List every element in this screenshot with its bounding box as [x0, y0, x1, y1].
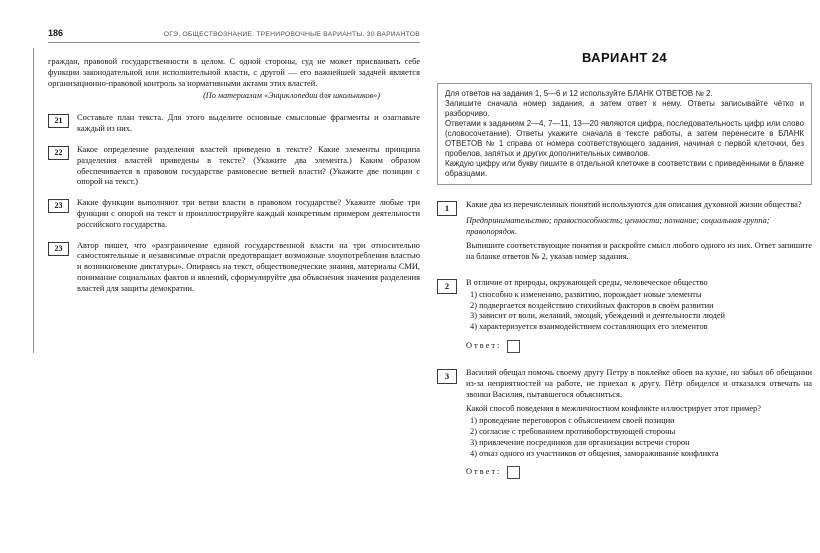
right-page: [437, 50, 812, 479]
question-item: [437, 200, 812, 263]
answer-label: Ответ:: [466, 467, 502, 477]
answer-row: [466, 340, 812, 353]
answer-box: [507, 466, 520, 479]
task-number-box: 22: [48, 146, 69, 160]
options-list: [466, 290, 812, 333]
question-note: Выпишите соответствующие понятия и раскройте смысл любого одного из них. Ответ запишите на бланке ответов № 2, указав номер задания.: [466, 241, 812, 262]
task-text: Составьте план текста. Для этого выделите основные смысловые фрагменты и озаглавьте каждый из них.: [77, 113, 420, 134]
question-body: [466, 200, 812, 263]
terms-list: Предпринимательство; правоспособность; ценности; познание; социальная группа; правопорядок.: [466, 215, 770, 236]
running-title: ОГЭ. ОБЩЕСТВОЗНАНИЕ. ТРЕНИРОВОЧНЫЕ ВАРИАНТЫ. 30 ВАРИАНТОВ: [163, 31, 420, 38]
answer-label: Ответ:: [466, 341, 502, 351]
page-header: [48, 28, 420, 43]
question-item: [437, 368, 812, 479]
task-number-box: 21: [48, 114, 69, 128]
text-fragment-paragraph: граждан, правовой государственности в целом. С одной стороны, суд не может присваивать себе функции законодательной или исполнительной власти, с другой — его важнейшей задачей является организационно-правовой контроль за нормативными актами этих властей.: [48, 57, 420, 88]
question-text: В отличие от природы, окружающей среды, человеческое общество: [466, 277, 708, 287]
answer-row: [466, 466, 812, 479]
task-number-box: 23: [48, 199, 69, 213]
option-item: 4) характеризуется взаимодействием составляющих его элементов: [470, 322, 708, 332]
question-text: Какой способ поведения в межличностном конфликте иллюстрирует этот пример?: [466, 404, 761, 414]
task-item: [48, 241, 420, 295]
task-list: [48, 113, 420, 294]
scan-margin-line: [33, 48, 34, 353]
question-item: [437, 278, 812, 353]
option-item: 3) зависит от воли, желаний, эмоций, убеждений и деятельности людей: [470, 311, 726, 321]
question-situation-text: Василий обещал помочь своему другу Петру в поклейке обоев на кухне, но забыл об обещании из-за неприятностей на работе, не приехал к другу. Пётр обиделся и отказался отвечать на звонки Василия, пытавшегося объясниться.: [466, 367, 812, 399]
question-number-box: 3: [437, 369, 457, 384]
variant-title: ВАРИАНТ 24: [582, 50, 667, 65]
option-item: 4) отказ одного из участников от общения, замораживание конфликта: [470, 448, 719, 458]
answer-box: [507, 340, 520, 353]
option-item: 1) способно к изменению, развитию, порождает новые элементы: [470, 289, 702, 299]
question-text: Какие два из перечисленных понятий используются для описания духовной жизни общества?: [466, 200, 802, 209]
instruction-paragraph: Запишите сначала номер задания, а затем ответ к нему. Ответы записывайте чётко и разборчиво.: [445, 99, 804, 118]
task-item: [48, 145, 420, 188]
option-item: 1) проведение переговоров с объяснением своей позиции: [470, 416, 675, 426]
task-text: Какие функции выполняют три ветви власти в правовом государстве? Укажите любые три функции с опорой на текст и проиллюстрируйте каждый конкретным примером деятельности российского государства.: [77, 198, 420, 229]
option-item: 2) подвергается воздействию стихийных факторов в своём развитии: [470, 300, 714, 310]
question-number-box: 1: [437, 201, 457, 216]
task-number-box: 23: [48, 242, 69, 256]
page-number: 186: [48, 28, 64, 38]
task-text: Какое определение разделения властей приведено в тексте? Какие элементы принципа разделения властей приведены в тексте? (Укажите два элемента.) Каким образом обеспечивается в правовом государстве равновесие ветвей власти? (Укажите две позиции с опорой на текст.): [77, 144, 420, 187]
task-item: [48, 113, 420, 135]
instruction-box: [437, 83, 812, 185]
source-attribution: (По материалам «Энциклопедии для школьников»): [203, 91, 380, 101]
question-body: [466, 368, 812, 479]
question-number-box: 2: [437, 279, 457, 294]
task-item: [48, 198, 420, 230]
options-list: [466, 416, 812, 459]
option-item: 3) привлечение посредников для организации встречи сторон: [470, 437, 690, 447]
task-text: Автор пишет, что «разграничение единой государственной власти на три относительно самостоятельные и независимые отрасли предотвращает возможные злоупотребления властью и возникновение диктатуры». Опираясь на текст, обществоведческие знания, материалы СМИ, понимание социальных фактов и явлений, сформулируйте два объяснения значения разделения властей для защиты демократии.: [77, 240, 420, 293]
instruction-paragraph: Каждую цифру или букву пишите в отдельной клеточке в соответствии с приведёнными в бланке образцами.: [445, 159, 804, 178]
question-body: [466, 278, 812, 353]
instruction-paragraph: Ответами к заданиям 2—4, 7—11, 13—20 являются цифра, последовательность цифр или слово (словосочетание). Ответы укажите сначала в тексте работы, а затем перенесите в БЛАНК ОТВЕТОВ № 1 справа от номера соответствующего задания, начиная с первой клеточки, без пробелов, запятых и других дополнительных символов.: [445, 119, 804, 158]
left-page: [48, 28, 420, 305]
instruction-paragraph: Для ответов на задания 1, 5—6 и 12 используйте БЛАНК ОТВЕТОВ № 2.: [445, 89, 713, 98]
option-item: 2) согласие с требованием противоборствующей стороны: [470, 426, 676, 436]
